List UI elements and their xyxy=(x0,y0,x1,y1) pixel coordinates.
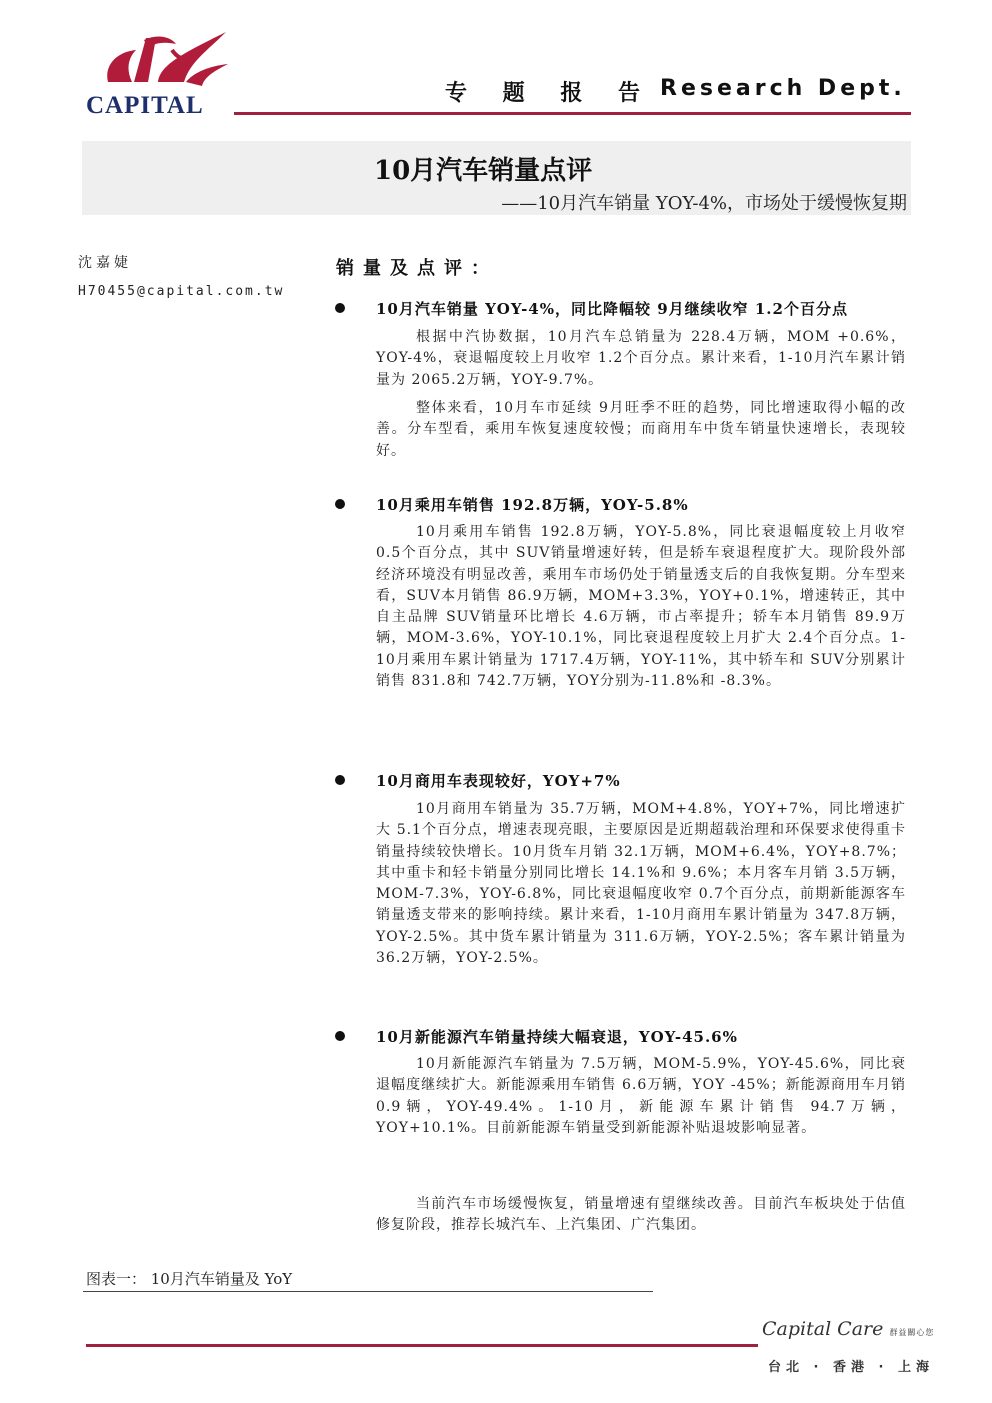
logo-text: CAPITAL xyxy=(86,92,204,119)
bullet-icon xyxy=(335,1031,345,1041)
footer-brand-tagline: 群益關心您 xyxy=(889,1328,935,1337)
section-title: 10月汽车销量 YOY-4%，同比降幅较 9月继续收窄 1.2个百分点 xyxy=(376,300,848,318)
eagle-logo-icon xyxy=(86,30,236,94)
footer-cities: 台北 · 香港 · 上海 xyxy=(768,1360,934,1375)
bullet-icon xyxy=(335,499,345,509)
capital-logo xyxy=(86,30,236,118)
bullet-icon xyxy=(335,775,345,785)
section-title: 10月乘用车销售 192.8万辆，YOY-5.8% xyxy=(376,496,689,514)
footer-rule xyxy=(86,1344,758,1347)
report-subtitle: ——10月汽车销量 YOY-4%，市场处于缓慢恢复期 xyxy=(501,193,907,214)
conclusion-paragraph: 当前汽车市场缓慢恢复，销量增速有望继续改善。目前汽车板块处于估值修复阶段，推荐长城汽车、上汽集团、广汽集团。 xyxy=(376,1196,906,1234)
paragraph: 10月乘用车销售 192.8万辆，YOY-5.8%，同比衰退幅度较上月收窄 0.5个百分点，其中 SUV销量增速好转，但是轿车衰退程度扩大。现阶段外部经济环境没有明显改善，乘用车市场仍处于销量透支后的自我恢复期。分车型来看，SUV本月销售 86.9万辆，MOM+3.3%，YOY+0.1%，增速转正，其中自主品牌 SUV销量环比增长 4.6万辆，市占率提升；轿车本月销售 89.9万辆，MOM-3.6%，YOY-10.1%，同比衰退程度较上月扩大 2.4个百分点。1-10月乘用车累计销量为 1717.4万辆，YOY-11%，其中轿车和 SUV分别累计销售 831.8和 742.7万辆，YOY分别为-11.8%和 -8.3%。 xyxy=(376,524,906,690)
research-dept-label: Research Dept. xyxy=(660,76,906,101)
report-title: 10月汽车销量点评 xyxy=(374,156,593,186)
paragraph: 根据中汽协数据，10月汽车总销量为 228.4万辆，MOM +0.6%，YOY-4%，衰退幅度较上月收窄 1.2个百分点。累计来看，1-10月汽车累计销量为 2065.2万辆，YOY-9.7%。 xyxy=(376,329,906,388)
report-type: 专 题 报 告 xyxy=(445,81,654,106)
paragraph: 10月新能源汽车销量为 7.5万辆，MOM-5.9%，YOY-45.6%，同比衰退幅度继续扩大。新能源乘用车销售 6.6万辆，YOY -45%；新能源商用车月销 0.9辆，YOY-49.4%。1-10月，新能源车累计销售 94.7万辆，YOY+10.1%。目前新能源车销量受到新能源补贴退坡影响显著。 xyxy=(376,1056,906,1136)
footer-brand xyxy=(762,1318,934,1340)
figure-caption: 图表一： 10月汽车销量及 YoY xyxy=(86,1270,293,1288)
section-title: 10月新能源汽车销量持续大幅衰退，YOY-45.6% xyxy=(376,1028,738,1046)
paragraph: 10月商用车销量为 35.7万辆，MOM+4.8%，YOY+7%，同比增速扩大 5.1个百分点，增速表现亮眼，主要原因是近期超载治理和环保要求使得重卡销量持续较快增长。10月货车月销 32.1万辆，MOM+6.4%，YOY+8.7%；其中重卡和轻卡销量分别同比增长 14.1%和 9.6%；本月客车月销 3.5万辆，MOM-7.3%，YOY-6.8%，同比衰退幅度收窄 0.7个百分点，前期新能源客车销量透支带来的影响持续。累计来看，1-10月商用车累计销量为 347.8万辆，YOY-2.5%。其中货车累计销量为 311.6万辆，YOY-2.5%；客车累计销量为 36.2万辆，YOY-2.5%。 xyxy=(376,801,906,967)
section-title: 10月商用车表现较好，YOY+7% xyxy=(376,772,621,790)
footer-brand-name: Capital Care xyxy=(762,1318,884,1340)
author-email[interactable]: H70455@capital.com.tw xyxy=(78,284,285,299)
header-rule xyxy=(234,112,911,115)
bullet-icon xyxy=(335,303,345,313)
section-heading: 销量及点评： xyxy=(336,258,498,279)
figure-rule xyxy=(83,1291,653,1292)
author-name: 沈嘉婕 xyxy=(78,255,132,271)
paragraph: 整体来看，10月车市延续 9月旺季不旺的趋势，同比增速取得小幅的改善。分车型看，乘用车恢复速度较慢；而商用车中货车销量快速增长，表现较好。 xyxy=(376,400,906,459)
